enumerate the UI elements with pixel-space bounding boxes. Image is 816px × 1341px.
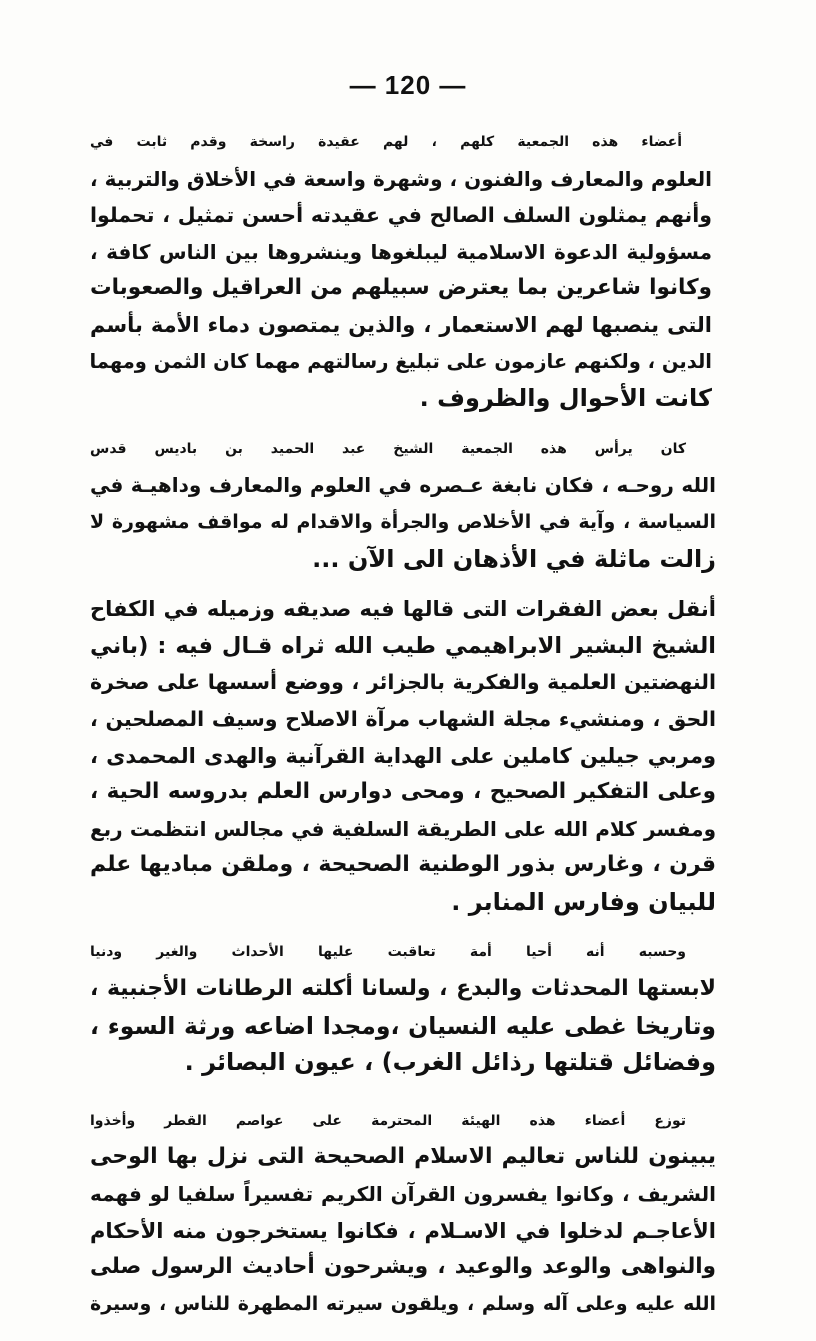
paragraph-2 bbox=[90, 431, 746, 577]
text-line: الله عليه وعلى آله وسلم ، ويلقون سيرته المطهرة للناس ، وسيرة bbox=[90, 1292, 716, 1315]
text-line: وتاريخا غطى عليه النسيان ،ومجدا اضاعه ورثة السوء ، bbox=[90, 1011, 716, 1040]
text-line: كان يرأس هذه الجمعية الشيخ عبد الحميد بن باديس قدس bbox=[90, 440, 686, 457]
paragraph-5 bbox=[90, 1103, 746, 1323]
text-line: السياسة ، وآية في الأخلاص والجرأة والاقدام له مواقف مشهورة لا bbox=[90, 510, 716, 533]
text-line: الشيخ البشير الابراهيمي طيب الله ثراه قـال فيه : (باني bbox=[90, 632, 716, 659]
text-line: الدين ، ولكنهم عازمون على تبليغ رسالتهم مهما كان الثمن ومهما bbox=[89, 349, 712, 373]
text-line: يبينون للناس تعاليم الاسلام الصحيحة التى نزل بها الوحى bbox=[90, 1144, 716, 1170]
text-line: كانت الأحوال والظروف . bbox=[419, 384, 712, 413]
text-line: والنواهى والوعد والوعيد ، ويشرحون أحاديث الرسول صلى bbox=[90, 1254, 716, 1280]
text-line: الشريف ، وكانوا يفسرون القرآن الكريم تفسيراً سلفيا لو فهمه bbox=[90, 1182, 716, 1207]
text-line: زالت ماثلة في الأذهان الى الآن ... bbox=[312, 544, 716, 573]
text-line: أنقل بعض الفقرات التى قالها فيه صديقه وزميله في الكفاح bbox=[90, 597, 716, 622]
text-line: وحسبه أنه أحيا أمة تعاقبت عليها الأحداث والغير ودنيا bbox=[90, 944, 686, 961]
text-line: قرن ، وغارس بذور الوطنية الصحيحة ، وملقن مباديها علم bbox=[90, 852, 716, 878]
text-line: وأنهم يمثلون السلف الصالح في عقيدته أحسن تمثيل ، تحملوا bbox=[90, 203, 712, 228]
text-line: الحق ، ومنشيء مجلة الشهاب مرآة الاصلاح وسيف المصلحين ، bbox=[90, 706, 716, 731]
text-line: ومفسر كلام الله على الطريقة السلفية في مجالس انتظمت ربع bbox=[90, 816, 716, 841]
paragraph-3 bbox=[90, 591, 746, 920]
text-line: التى ينصبها لهم الاستعمار ، والذين يمتصون دماء الأمة بأسم bbox=[90, 312, 712, 337]
text-line: أعضاء هذه الجمعية كلهم ، لهم عقيدة راسخة وقدم ثابت في bbox=[90, 134, 682, 150]
paragraph-4 bbox=[90, 934, 746, 1080]
text-line: توزع أعضاء هذه الهيئة المحترمة على عواصم القطر وأخذوا bbox=[90, 1112, 686, 1129]
text-line: العلوم والمعارف والفنون ، وشهرة واسعة في الأخلاق والتربية ، bbox=[90, 166, 712, 191]
paragraph-1 bbox=[90, 124, 746, 417]
text-line: ومربي جيلين كاملين على الهداية القرآنية والهدى المحمدى ، bbox=[90, 743, 716, 768]
body-text bbox=[90, 124, 746, 1322]
text-line: للبيان وفارس المنابر . bbox=[451, 887, 716, 916]
text-line: مسؤولية الدعوة الاسلامية ليبلغوها وينشروها بين الناس كافة ، bbox=[90, 239, 712, 264]
text-line: وكانوا شاعرين بما يعترض سبيلهم من العراقيل والصعوبات bbox=[90, 275, 712, 301]
text-line: النهضتين العلمية والفكرية بالجزائر ، ووضع أسسها على صخرة bbox=[90, 670, 716, 695]
text-line: الله روحـه ، فكان نابغة عـصره في العلوم والمعارف وداهيـة في bbox=[90, 473, 716, 498]
text-line: لابستها المحدثات والبدع ، ولسانا أكلته الرطانات الأجنبية ، bbox=[90, 976, 716, 1002]
text-line: وفضائل قتلتها رذائل الغرب) ، عيون البصائر . bbox=[184, 1048, 716, 1077]
text-line: الأعاجـم لدخلوا في الاسـلام ، فكانوا يستخرجون منه الأحكام bbox=[90, 1218, 716, 1243]
page-number: — 120 — bbox=[349, 70, 467, 100]
text-line: وعلى التفكير الصحيح ، ومحى دوارس العلم بدروسه الحية ، bbox=[90, 779, 716, 805]
